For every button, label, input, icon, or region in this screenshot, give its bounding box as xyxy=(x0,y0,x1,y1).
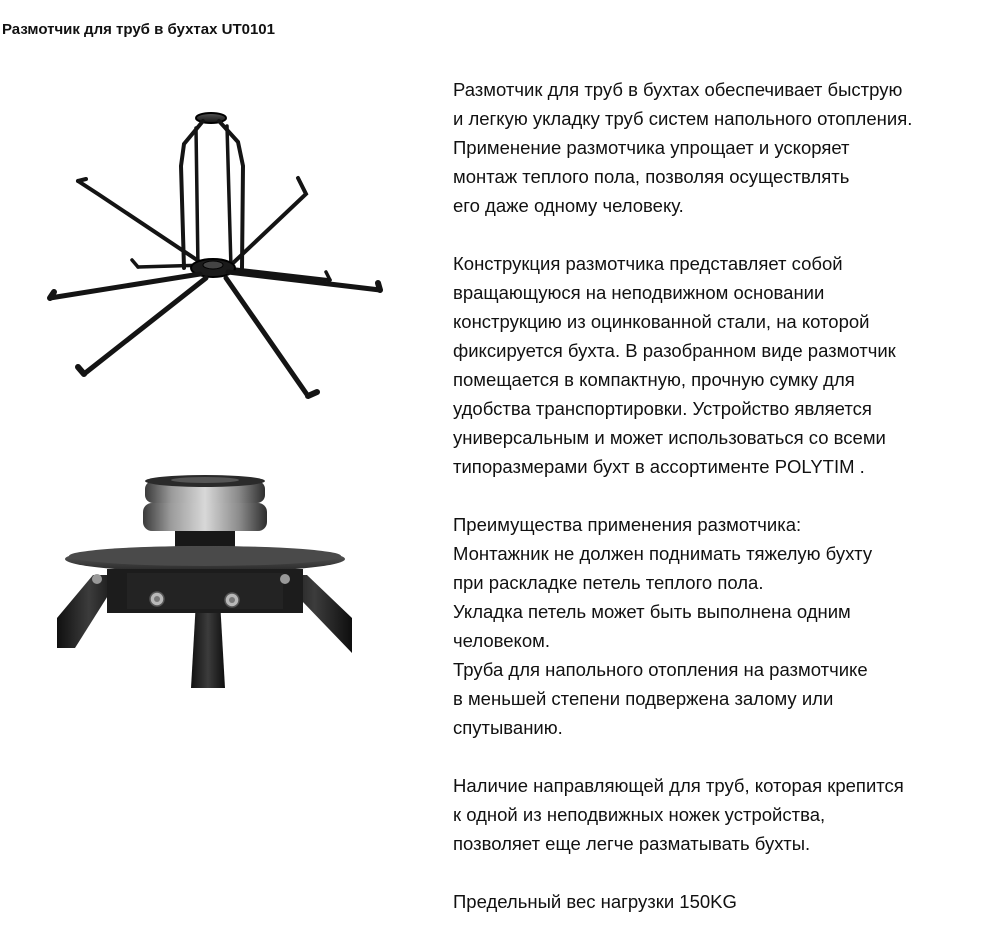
unwinder-stand-illustration xyxy=(30,84,400,424)
unwinder-stand-photo xyxy=(30,84,400,424)
product-description xyxy=(453,75,993,916)
hub-closeup-photo xyxy=(57,463,352,688)
advantages-paragraph: Преимущества применения размотчика: Монтажник не должен поднимать тяжелую бухту при раскладке петель теплого пола. Укладка петель может быть выполнена одним человеком. Труба для напольного отопления на размотчике в меньшей степени подвержена залому или спутыванию. xyxy=(453,514,873,738)
max-load-paragraph: Предельный вес нагрузки 150KG xyxy=(453,891,737,912)
construction-paragraph: Конструкция размотчика представляет собой вращающуюся на неподвижном основании конструкцию из оцинкованной стали, на которой фиксируется бухта. В разобранном виде размотчик помещается в компактную, прочную сумку для удобства транспортировки. Устройство является универсальным и может использоваться со всеми типоразмерами бухт в ассортименте POLYTIM . xyxy=(453,253,896,477)
guide-paragraph: Наличие направляющей для труб, которая крепится к одной из неподвижных ножек устройства, позволяет еще легче разматывать бухты. xyxy=(453,775,904,854)
intro-paragraph: Размотчик для труб в бухтах обеспечивает быструю и легкую укладку труб систем напольного отопления. Применение размотчика упрощает и ускоряет монтаж теплого пола, позволяя осуществлять его даже одному человеку. xyxy=(453,79,913,216)
page-title: Размотчик для труб в бухтах UT0101 xyxy=(2,21,275,38)
hub-closeup-illustration xyxy=(57,463,352,688)
